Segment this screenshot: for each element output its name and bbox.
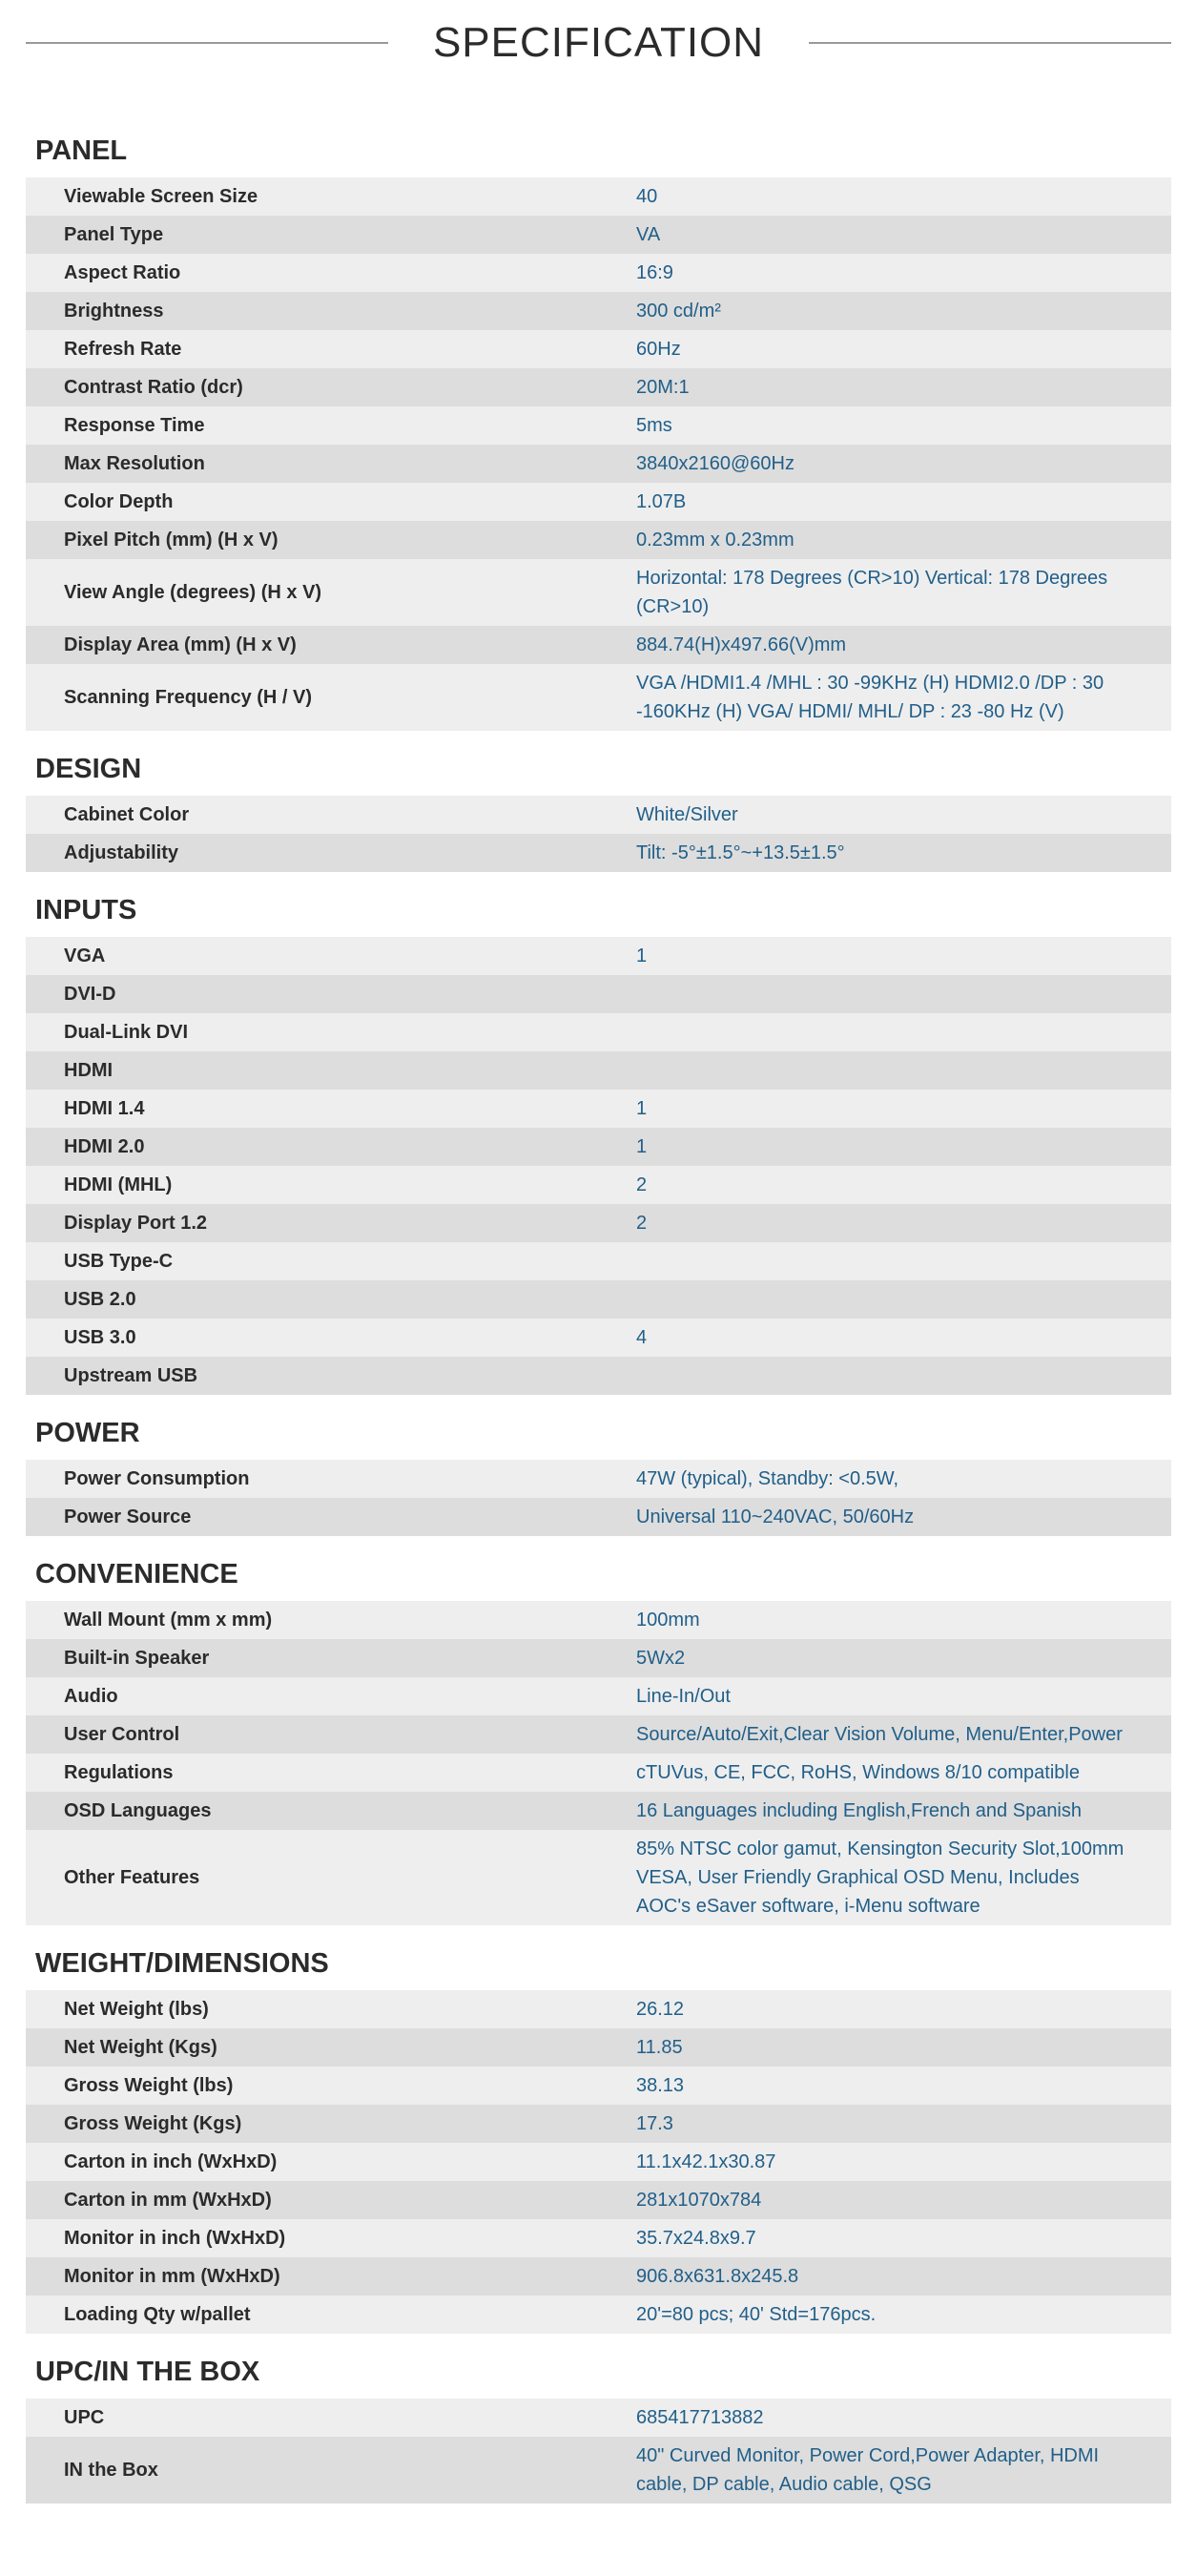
spec-row [26, 2028, 1171, 2067]
spec-row [26, 1830, 1171, 1925]
spec-label: Cabinet Color [64, 803, 190, 825]
spec-row [26, 1166, 1171, 1204]
spec-table [26, 796, 1171, 872]
spec-row [26, 1204, 1171, 1242]
spec-row [26, 1280, 1171, 1319]
spec-table [26, 2399, 1171, 2503]
spec-row [26, 1357, 1171, 1395]
spec-section [26, 2345, 1171, 2503]
spec-label: HDMI 1.4 [64, 1097, 145, 1119]
spec-label: UPC [64, 2406, 105, 2428]
spec-row [26, 2219, 1171, 2257]
spec-label: View Angle (degrees) (H x V) [64, 581, 322, 603]
spec-row [26, 1498, 1171, 1536]
spec-value: 1 [636, 1136, 648, 1157]
spec-label: Response Time [64, 414, 205, 436]
spec-table [26, 177, 1171, 731]
spec-label: USB Type-C [64, 1250, 174, 1272]
spec-label: Dual-Link DVI [64, 1021, 189, 1043]
spec-row [26, 2399, 1171, 2437]
spec-section [26, 1406, 1171, 1536]
spec-section [26, 124, 1171, 731]
section-title: CONVENIENCE [35, 1559, 238, 1589]
spec-label: DVI-D [64, 983, 116, 1005]
spec-value: 5Wx2 [636, 1648, 686, 1669]
spec-row [26, 1128, 1171, 1166]
spec-value: 40 [636, 186, 658, 207]
spec-label: HDMI 2.0 [64, 1135, 145, 1157]
section-title: PANEL [35, 135, 128, 166]
spec-value: 5ms [636, 415, 672, 436]
spec-value: 35.7x24.8x9.7 [636, 2228, 756, 2249]
spec-row [26, 1792, 1171, 1830]
spec-row [26, 2437, 1171, 2503]
spec-label: Upstream USB [64, 1364, 198, 1386]
spec-row [26, 1754, 1171, 1792]
spec-row [26, 521, 1171, 559]
spec-label: Gross Weight (Kgs) [64, 2112, 242, 2134]
spec-label: Other Features [64, 1866, 200, 1888]
section-title: WEIGHT/DIMENSIONS [35, 1948, 329, 1979]
spec-label: Built-in Speaker [64, 1647, 210, 1669]
section-title: UPC/IN THE BOX [35, 2357, 260, 2387]
spec-row [26, 559, 1171, 626]
spec-row [26, 1242, 1171, 1280]
spec-value: 2 [636, 1213, 648, 1234]
spec-row [26, 216, 1171, 254]
spec-row [26, 177, 1171, 216]
spec-value: 16 Languages including English,French and Spanish [636, 1800, 1083, 1821]
spec-label: IN the Box [64, 2459, 158, 2481]
spec-value: 1.07B [636, 491, 687, 512]
spec-row [26, 483, 1171, 521]
spec-label: Contrast Ratio (dcr) [64, 376, 243, 398]
spec-label: VGA [64, 945, 106, 966]
page-title: SPECIFICATION [432, 19, 765, 66]
spec-row [26, 292, 1171, 330]
spec-value: 85% NTSC color gamut, Kensington Security Slot,100mm VESA, User Friendly Graphical OSD Menu, Includes AOC's eSaver software, i-Menu software [636, 1839, 1125, 1917]
spec-section [26, 1548, 1171, 1925]
spec-value: 26.12 [636, 1999, 685, 2020]
spec-value: VA [636, 224, 661, 245]
spec-label: Max Resolution [64, 452, 205, 474]
spec-label: Brightness [64, 300, 164, 322]
spec-value: 16:9 [636, 262, 673, 283]
spec-value: 281x1070x784 [636, 2190, 762, 2211]
spec-section [26, 1937, 1171, 2334]
spec-label: Wall Mount (mm x mm) [64, 1609, 273, 1631]
spec-label: Loading Qty w/pallet [64, 2303, 251, 2325]
spec-value: VGA /HDMI1.4 /MHL : 30 -99KHz (H) HDMI2.0 /DP : 30 -160KHz (H) VGA/ HDMI/ MHL/ DP : 23 -80 Hz (V) [636, 673, 1104, 722]
spec-label: Gross Weight (lbs) [64, 2074, 234, 2096]
spec-row [26, 368, 1171, 406]
spec-table [26, 1460, 1171, 1536]
spec-row [26, 2143, 1171, 2181]
spec-label: Panel Type [64, 223, 164, 245]
spec-row [26, 406, 1171, 445]
spec-row [26, 330, 1171, 368]
spec-value: 11.1x42.1x30.87 [636, 2151, 776, 2172]
spec-row [26, 1677, 1171, 1715]
spec-label: Monitor in inch (WxHxD) [64, 2227, 286, 2249]
spec-label: Monitor in mm (WxHxD) [64, 2265, 280, 2287]
spec-row [26, 1460, 1171, 1498]
spec-label: Power Source [64, 1506, 192, 1527]
spec-value: 1 [636, 1098, 648, 1119]
spec-table [26, 1601, 1171, 1925]
spec-value: 38.13 [636, 2075, 685, 2096]
spec-label: Viewable Screen Size [64, 185, 258, 207]
spec-value: Line-In/Out [636, 1686, 731, 1707]
spec-label: OSD Languages [64, 1799, 212, 1821]
spec-label: Aspect Ratio [64, 261, 181, 283]
spec-label: Audio [64, 1685, 118, 1707]
spec-sections [26, 124, 1171, 2515]
spec-label: Display Port 1.2 [64, 1212, 208, 1234]
spec-value: Source/Auto/Exit,Clear Vision Volume, Menu/Enter,Power [636, 1724, 1123, 1745]
spec-row [26, 1090, 1171, 1128]
spec-row [26, 254, 1171, 292]
spec-section [26, 883, 1171, 1395]
spec-value: cTUVus, CE, FCC, RoHS, Windows 8/10 compatible [636, 1762, 1080, 1783]
spec-label: Net Weight (lbs) [64, 1998, 209, 2020]
spec-row [26, 664, 1171, 731]
spec-label: Refresh Rate [64, 338, 182, 360]
spec-row [26, 1319, 1171, 1357]
spec-row [26, 2257, 1171, 2296]
spec-row [26, 975, 1171, 1013]
spec-row [26, 1715, 1171, 1754]
spec-label: Power Consumption [64, 1467, 250, 1489]
spec-label: Display Area (mm) (H x V) [64, 634, 297, 655]
spec-value: 47W (typical), Standby: <0.5W, [636, 1468, 899, 1489]
spec-value: 11.85 [636, 2037, 683, 2058]
spec-label: Carton in mm (WxHxD) [64, 2189, 272, 2211]
spec-row [26, 937, 1171, 975]
spec-value: Tilt: -5°±1.5°~+13.5±1.5° [636, 842, 845, 863]
spec-row [26, 2181, 1171, 2219]
spec-label: Regulations [64, 1761, 174, 1783]
spec-label: Scanning Frequency (H / V) [64, 686, 313, 708]
spec-value: 2 [636, 1174, 648, 1195]
spec-row [26, 2296, 1171, 2334]
spec-row [26, 1990, 1171, 2028]
spec-label: Color Depth [64, 490, 174, 512]
page-header [26, 13, 1171, 73]
spec-value: 60Hz [636, 339, 681, 360]
spec-label: Carton in inch (WxHxD) [64, 2150, 278, 2172]
spec-value: Horizontal: 178 Degrees (CR>10) Vertical: 178 Degrees (CR>10) [636, 568, 1108, 617]
spec-value: 20'=80 pcs; 40' Std=176pcs. [636, 2304, 877, 2325]
spec-label: USB 2.0 [64, 1288, 136, 1310]
spec-value: 1 [636, 945, 648, 966]
spec-row [26, 2105, 1171, 2143]
spec-value: 40" Curved Monitor, Power Cord,Power Adapter, HDMI cable, DP cable, Audio cable, QSG [636, 2445, 1100, 2495]
spec-label: Adjustability [64, 841, 179, 863]
spec-value: 685417713882 [636, 2407, 764, 2428]
spec-value: 0.23mm x 0.23mm [636, 530, 795, 551]
spec-label: HDMI (MHL) [64, 1174, 173, 1195]
spec-row [26, 626, 1171, 664]
spec-row [26, 1051, 1171, 1090]
spec-value: 3840x2160@60Hz [636, 453, 795, 474]
spec-label: Net Weight (Kgs) [64, 2036, 217, 2058]
spec-row [26, 796, 1171, 834]
spec-value: Universal 110~240VAC, 50/60Hz [636, 1506, 915, 1527]
spec-section [26, 742, 1171, 872]
spec-row [26, 445, 1171, 483]
spec-value: White/Silver [636, 804, 738, 825]
spec-row [26, 834, 1171, 872]
spec-label: USB 3.0 [64, 1326, 136, 1348]
spec-row [26, 1601, 1171, 1639]
spec-value: 4 [636, 1327, 648, 1348]
spec-value: 20M:1 [636, 377, 690, 398]
spec-value: 17.3 [636, 2113, 673, 2134]
spec-row [26, 1639, 1171, 1677]
spec-label: HDMI [64, 1059, 114, 1081]
section-title: POWER [35, 1418, 140, 1448]
section-title: INPUTS [35, 895, 137, 925]
spec-label: Pixel Pitch (mm) (H x V) [64, 529, 279, 551]
spec-row [26, 2067, 1171, 2105]
spec-value: 100mm [636, 1610, 700, 1631]
spec-table [26, 937, 1171, 1395]
spec-value: 906.8x631.8x245.8 [636, 2266, 799, 2287]
spec-value: 884.74(H)x497.66(V)mm [636, 634, 847, 655]
spec-value: 300 cd/m² [636, 301, 721, 322]
section-title: DESIGN [35, 754, 142, 784]
spec-label: User Control [64, 1723, 180, 1745]
spec-table [26, 1990, 1171, 2334]
spec-row [26, 1013, 1171, 1051]
